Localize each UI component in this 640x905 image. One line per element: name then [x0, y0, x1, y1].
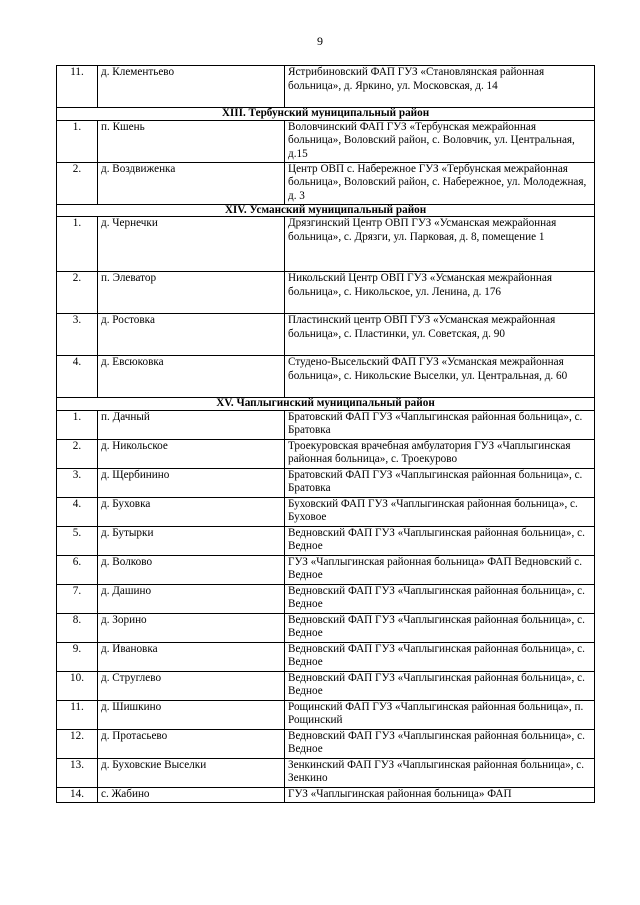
table-row	[57, 526, 595, 555]
locality-cell: п. Кшень	[98, 120, 285, 162]
table-row	[57, 758, 595, 787]
locality-cell: д. Дашино	[98, 584, 285, 613]
table-row	[57, 439, 595, 468]
table-row	[57, 272, 595, 314]
row-number: 14.	[57, 787, 98, 802]
facility-cell: Братовский ФАП ГУЗ «Чаплыгинская районная больница», с. Братовка	[285, 410, 595, 439]
table-row	[57, 700, 595, 729]
facility-cell: Зенкинский ФАП ГУЗ «Чаплыгинская районная больница», с. Зенкино	[285, 758, 595, 787]
table-row	[57, 410, 595, 439]
section-title: XV. Чаплыгинский муниципальный район	[57, 398, 595, 411]
row-number: 7.	[57, 584, 98, 613]
locality-cell: д. Евсюковка	[98, 356, 285, 398]
locality-cell: д. Клементьево	[98, 66, 285, 108]
locality-cell: п. Элеватор	[98, 272, 285, 314]
row-number: 3.	[57, 314, 98, 356]
facility-cell: Студено-Высельский ФАП ГУЗ «Усманская межрайонная больница», с. Никольские Выселки, ул. Центральная, д. 60	[285, 356, 595, 398]
row-number: 10.	[57, 671, 98, 700]
row-number: 12.	[57, 729, 98, 758]
table-row	[57, 162, 595, 204]
locality-cell: д. Зорино	[98, 613, 285, 642]
row-number: 4.	[57, 497, 98, 526]
table-row	[57, 584, 595, 613]
row-number: 3.	[57, 468, 98, 497]
table-row	[57, 555, 595, 584]
locality-cell: д. Бутырки	[98, 526, 285, 555]
row-number: 2.	[57, 162, 98, 204]
facility-cell: Ведновский ФАП ГУЗ «Чаплыгинская районная больница», с. Ведное	[285, 613, 595, 642]
row-number: 13.	[57, 758, 98, 787]
facility-cell: Пластинский центр ОВП ГУЗ «Усманская межрайонная больница», с. Пластинки, ул. Советская, д. 90	[285, 314, 595, 356]
locality-cell: д. Воздвиженка	[98, 162, 285, 204]
row-number: 1.	[57, 120, 98, 162]
facility-cell: Ястрибиновский ФАП ГУЗ «Становлянская районная больница», д. Яркино, ул. Московская, д. 14	[285, 66, 595, 108]
locality-cell: д. Ростовка	[98, 314, 285, 356]
facility-cell: Ведновский ФАП ГУЗ «Чаплыгинская районная больница», с. Ведное	[285, 642, 595, 671]
row-number: 11.	[57, 700, 98, 729]
locality-cell: д. Протасьево	[98, 729, 285, 758]
facility-cell: ГУЗ «Чаплыгинская районная больница» ФАП	[285, 787, 595, 802]
table-row	[57, 642, 595, 671]
facility-cell: Ведновский ФАП ГУЗ «Чаплыгинская районная больница», с. Ведное	[285, 584, 595, 613]
page-number: 9	[317, 34, 323, 48]
facility-cell: Воловчинский ФАП ГУЗ «Тербунская межрайонная больница», Воловский район, с. Воловчик, ул. Центральная, д.15	[285, 120, 595, 162]
facility-cell: Буховский ФАП ГУЗ «Чаплыгинская районная больница», с. Буховое	[285, 497, 595, 526]
locality-cell: д. Щербинино	[98, 468, 285, 497]
locality-cell: п. Дачный	[98, 410, 285, 439]
row-number: 6.	[57, 555, 98, 584]
table-row	[57, 671, 595, 700]
facility-cell: Троекуровская врачебная амбулатория ГУЗ «Чаплыгинская районная больница», с. Троекурово	[285, 439, 595, 468]
locality-cell: д. Струглево	[98, 671, 285, 700]
locality-cell: д. Волково	[98, 555, 285, 584]
row-number: 2.	[57, 439, 98, 468]
table-row	[57, 613, 595, 642]
row-number: 8.	[57, 613, 98, 642]
table-row	[57, 120, 595, 162]
locality-cell: д. Шишкино	[98, 700, 285, 729]
facility-cell: Братовский ФАП ГУЗ «Чаплыгинская районная больница», с. Братовка	[285, 468, 595, 497]
section-header-row	[57, 204, 595, 217]
section-header-row	[57, 108, 595, 121]
table-row	[57, 729, 595, 758]
table-row	[57, 468, 595, 497]
row-number: 4.	[57, 356, 98, 398]
table-row	[57, 356, 595, 398]
row-number: 1.	[57, 217, 98, 272]
table-row	[57, 217, 595, 272]
locality-cell: д. Буховские Выселки	[98, 758, 285, 787]
facility-cell: ГУЗ «Чаплыгинская районная больница» ФАП Ведновский с. Ведное	[285, 555, 595, 584]
section-header-row	[57, 398, 595, 411]
locality-cell: с. Жабино	[98, 787, 285, 802]
facility-table	[56, 65, 595, 803]
facility-cell: Ведновский ФАП ГУЗ «Чаплыгинская районная больница», с. Ведное	[285, 671, 595, 700]
facility-cell: Ведновский ФАП ГУЗ «Чаплыгинская районная больница», с. Ведное	[285, 526, 595, 555]
locality-cell: д. Буховка	[98, 497, 285, 526]
table-row	[57, 787, 595, 802]
row-number: 2.	[57, 272, 98, 314]
row-number: 1.	[57, 410, 98, 439]
facility-cell: Дрязгинский Центр ОВП ГУЗ «Усманская межрайонная больница», с. Дрязги, ул. Парковая, д. 8, помещение 1	[285, 217, 595, 272]
facility-cell: Ведновский ФАП ГУЗ «Чаплыгинская районная больница», с. Ведное	[285, 729, 595, 758]
facility-cell: Рощинский ФАП ГУЗ «Чаплыгинская районная больница», п. Рощинский	[285, 700, 595, 729]
table-row	[57, 66, 595, 108]
row-number: 5.	[57, 526, 98, 555]
facility-cell: Никольский Центр ОВП ГУЗ «Усманская межрайонная больница», с. Никольское, ул. Ленина, д. 176	[285, 272, 595, 314]
locality-cell: д. Никольское	[98, 439, 285, 468]
row-number: 9.	[57, 642, 98, 671]
table-row	[57, 497, 595, 526]
table-row	[57, 314, 595, 356]
section-title: XIII. Тербунский муниципальный район	[57, 108, 595, 121]
row-number: 11.	[57, 66, 98, 108]
section-title: XIV. Усманский муниципальный район	[57, 204, 595, 217]
locality-cell: д. Ивановка	[98, 642, 285, 671]
locality-cell: д. Чернечки	[98, 217, 285, 272]
facility-cell: Центр ОВП с. Набережное ГУЗ «Тербунская межрайонная больница», Воловский район, с. Набережное, ул. Молодежная, д. 3	[285, 162, 595, 204]
